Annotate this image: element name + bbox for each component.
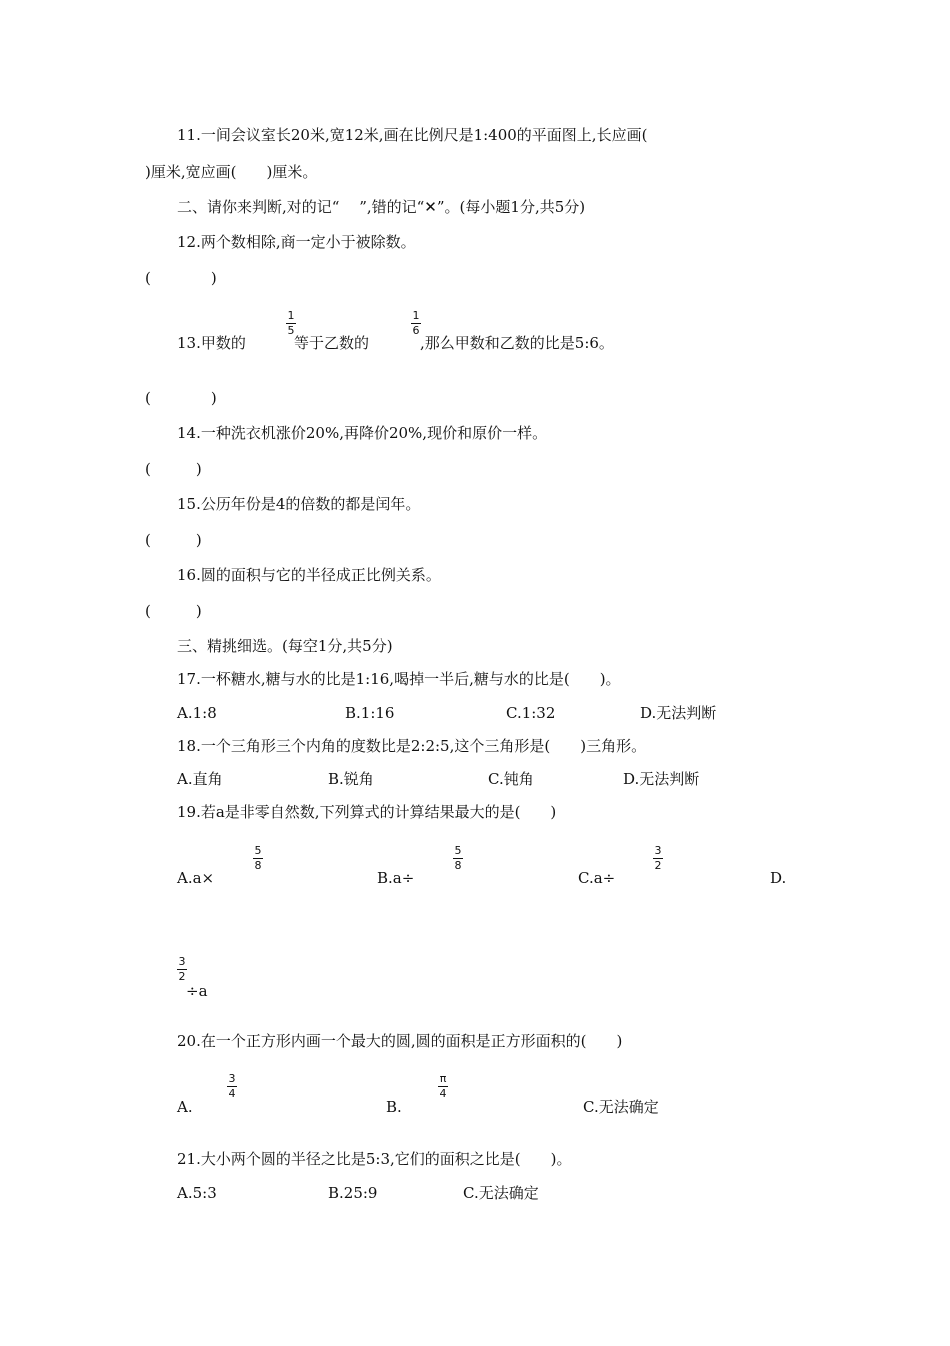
q18-option-b: B.锐角 [328,770,374,788]
q19-option-a-fraction [252,845,264,872]
q19-option-c-fraction [652,845,664,872]
fraction-denominator: 4 [228,1087,236,1100]
fraction-numerator: 5 [254,844,262,857]
q20-option-b: B. [386,1098,402,1116]
q12-text: 12.两个数相除,商一定小于被除数。 [177,233,416,251]
q21-option-c: C.无法确定 [463,1184,539,1202]
q15-text: 15.公历年份是4的倍数的都是闰年。 [177,495,421,513]
section-3-title: 三、精挑细选。(每空1分,共5分) [177,637,393,655]
q18-option-c: C.钝角 [488,770,534,788]
q18-text: 18.一个三角形三个内角的度数比是2:2:5,这个三角形是( )三角形。 [177,737,647,755]
q13-answer-paren: ( ) [145,389,217,407]
fraction-denominator: 5 [287,324,295,337]
q11-line1: 11.一间会议室长20米,宽12米,画在比例尺是1:400的平面图上,长应画( [177,126,648,144]
q20-option-b-fraction [437,1073,449,1100]
fraction-denominator: 8 [254,859,262,872]
q17-option-a: A.1:8 [177,704,217,722]
q18-option-d: D.无法判断 [623,770,700,788]
fraction-denominator: 8 [454,859,462,872]
q19-option-d-fraction [176,956,188,983]
q19-option-a: A.a× [177,869,215,887]
q16-text: 16.圆的面积与它的半径成正比例关系。 [177,566,441,584]
q16-answer-paren: ( ) [145,602,202,620]
q17-option-d: D.无法判断 [640,704,717,722]
q19-option-d-tail: ÷a [186,982,208,1000]
q13-part3: ,那么甲数和乙数的比是5:6。 [420,334,614,352]
q20-text: 20.在一个正方形内画一个最大的圆,圆的面积是正方形面积的( ) [177,1032,623,1050]
fraction-numerator: 3 [228,1072,236,1085]
q19-option-d: D. [770,869,787,887]
fraction-denominator: 6 [412,324,420,337]
q21-text: 21.大小两个圆的半径之比是5:3,它们的面积之比是( )。 [177,1150,572,1168]
q14-text: 14.一种洗衣机涨价20%,再降价20%,现价和原价一样。 [177,424,548,442]
fraction-denominator: 2 [654,859,662,872]
fraction-numerator: 1 [412,309,420,322]
fraction-numerator: 3 [178,955,186,968]
q20-option-c: C.无法确定 [583,1098,659,1116]
fraction-numerator: 3 [654,844,662,857]
fraction-numerator: 5 [454,844,462,857]
q12-answer-paren: ( ) [145,269,217,287]
q19-option-b: B.a÷ [377,869,415,887]
q13-part2: 等于乙数的 [294,334,370,352]
q21-option-b: B.25:9 [328,1184,378,1202]
q11-line2: )厘米,宽应画( )厘米。 [145,163,318,181]
q19-text: 19.若a是非零自然数,下列算式的计算结果最大的是( ) [177,803,557,821]
q19-option-c: C.a÷ [578,869,616,887]
q14-answer-paren: ( ) [145,460,202,478]
q17-option-b: B.1:16 [345,704,395,722]
fraction-denominator: 2 [178,970,186,983]
section-2-title: 二、请你来判断,对的记“ ”,错的记“✕”。(每小题1分,共5分) [177,198,586,216]
q17-option-c: C.1:32 [506,704,556,722]
fraction-numerator: 1 [287,309,295,322]
q20-option-a: A. [177,1098,193,1116]
q15-answer-paren: ( ) [145,531,202,549]
q18-option-a: A.直角 [177,770,223,788]
q13-part1: 13.甲数的 [177,334,246,352]
fraction-numerator: π [439,1072,447,1085]
q20-option-a-fraction [226,1073,238,1100]
fraction-denominator: 4 [439,1087,447,1100]
q17-text: 17.一杯糖水,糖与水的比是1:16,喝掉一半后,糖与水的比是( )。 [177,670,621,688]
q21-option-a: A.5:3 [177,1184,217,1202]
q19-option-b-fraction [452,845,464,872]
